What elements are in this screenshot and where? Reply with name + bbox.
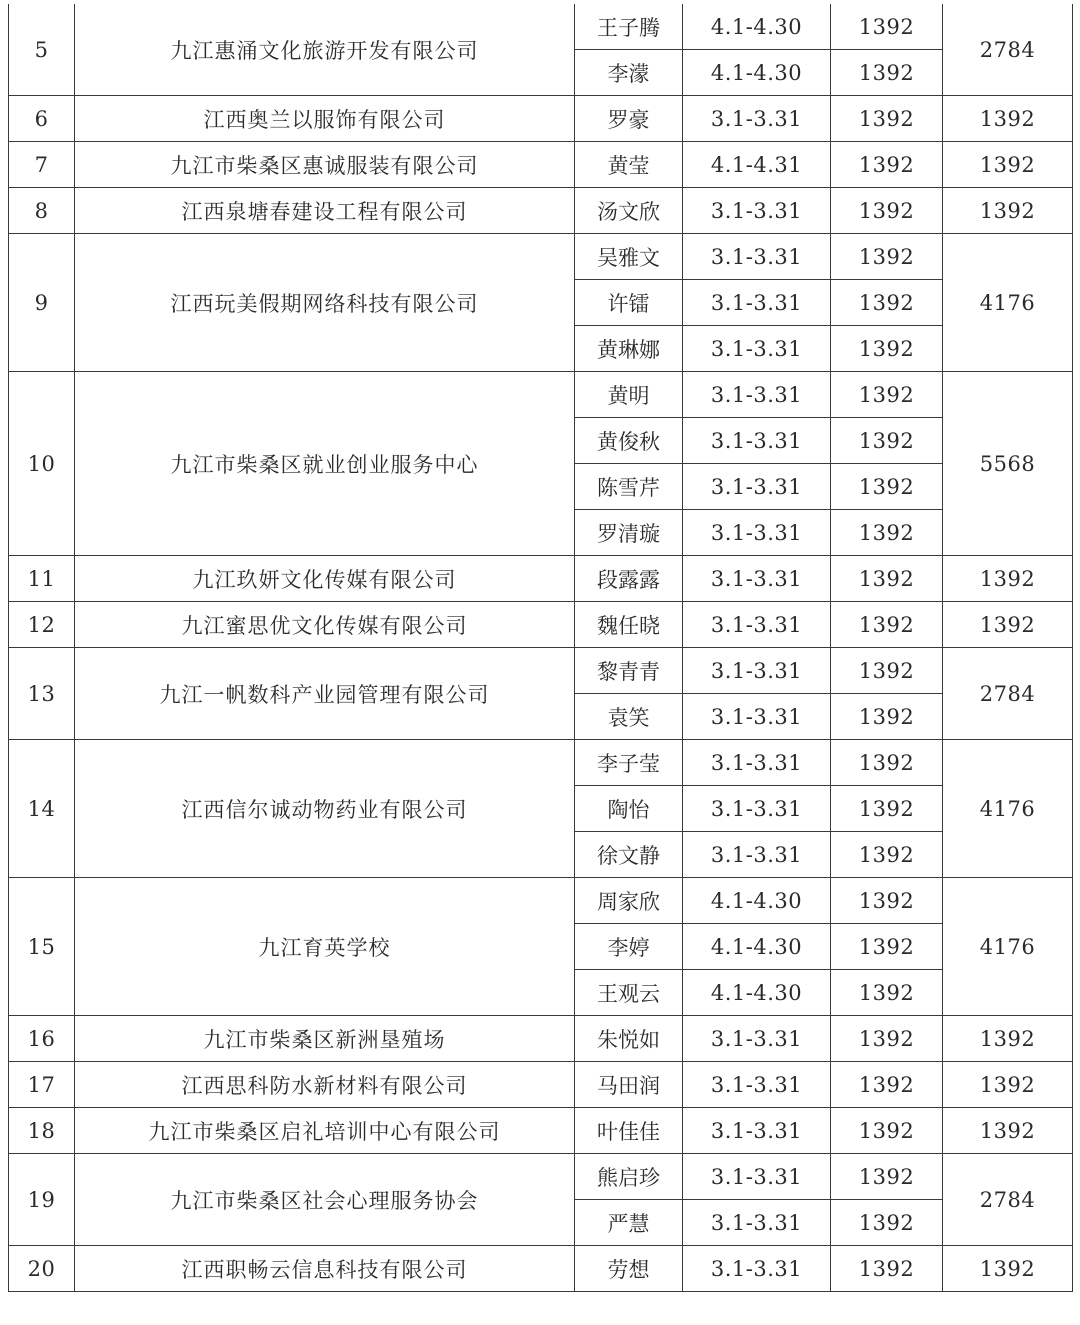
person-name-cell: 李婷 xyxy=(575,924,683,970)
person-name-cell: 严慧 xyxy=(575,1200,683,1246)
subsidy-amount-cell: 1392 xyxy=(831,1200,943,1246)
company-total-cell: 4176 xyxy=(943,740,1073,878)
subsidy-period-cell: 3.1-3.31 xyxy=(683,510,831,556)
row-number-cell: 20 xyxy=(9,1246,75,1292)
company-total-cell: 1392 xyxy=(943,1016,1073,1062)
table-row xyxy=(9,878,1073,924)
company-name-cell: 九江育英学校 xyxy=(75,878,575,1016)
subsidy-amount-cell: 1392 xyxy=(831,142,943,188)
company-name-cell: 九江市柴桑区新洲垦殖场 xyxy=(75,1016,575,1062)
table-row xyxy=(9,234,1073,280)
person-name-cell: 朱悦如 xyxy=(575,1016,683,1062)
subsidy-amount-cell: 1392 xyxy=(831,234,943,280)
subsidy-period-cell: 3.1-3.31 xyxy=(683,740,831,786)
row-number-cell: 12 xyxy=(9,602,75,648)
person-name-cell: 熊启珍 xyxy=(575,1154,683,1200)
subsidy-amount-cell: 1392 xyxy=(831,1062,943,1108)
subsidy-amount-cell: 1392 xyxy=(831,96,943,142)
row-number-cell: 16 xyxy=(9,1016,75,1062)
row-number-cell: 9 xyxy=(9,234,75,372)
subsidy-amount-cell: 1392 xyxy=(831,510,943,556)
subsidy-period-cell: 3.1-3.31 xyxy=(683,96,831,142)
subsidy-amount-cell: 1392 xyxy=(831,50,943,96)
person-name-cell: 徐文静 xyxy=(575,832,683,878)
company-total-cell: 1392 xyxy=(943,142,1073,188)
subsidy-amount-cell: 1392 xyxy=(831,372,943,418)
subsidy-amount-cell: 1392 xyxy=(831,464,943,510)
subsidy-period-cell: 3.1-3.31 xyxy=(683,464,831,510)
row-number-cell: 6 xyxy=(9,96,75,142)
subsidy-amount-cell: 1392 xyxy=(831,786,943,832)
company-total-cell: 4176 xyxy=(943,878,1073,1016)
company-name-cell: 江西思科防水新材料有限公司 xyxy=(75,1062,575,1108)
row-number-cell: 8 xyxy=(9,188,75,234)
person-name-cell: 吴雅文 xyxy=(575,234,683,280)
row-number-cell: 14 xyxy=(9,740,75,878)
company-name-cell: 九江市柴桑区社会心理服务协会 xyxy=(75,1154,575,1246)
subsidy-amount-cell: 1392 xyxy=(831,4,943,50)
company-total-cell: 1392 xyxy=(943,1062,1073,1108)
table-row xyxy=(9,188,1073,234)
person-name-cell: 袁笑 xyxy=(575,694,683,740)
table-row xyxy=(9,1108,1073,1154)
subsidy-amount-cell: 1392 xyxy=(831,602,943,648)
subsidy-amount-cell: 1392 xyxy=(831,1154,943,1200)
person-name-cell: 李濛 xyxy=(575,50,683,96)
person-name-cell: 王子腾 xyxy=(575,4,683,50)
person-name-cell: 周家欣 xyxy=(575,878,683,924)
subsidy-amount-cell: 1392 xyxy=(831,832,943,878)
subsidy-period-cell: 3.1-3.31 xyxy=(683,1246,831,1292)
person-name-cell: 许镭 xyxy=(575,280,683,326)
row-number-cell: 11 xyxy=(9,556,75,602)
table-row xyxy=(9,1016,1073,1062)
person-name-cell: 劳想 xyxy=(575,1246,683,1292)
subsidy-period-cell: 3.1-3.31 xyxy=(683,418,831,464)
company-name-cell: 九江一帆数科产业园管理有限公司 xyxy=(75,648,575,740)
subsidy-period-cell: 3.1-3.31 xyxy=(683,556,831,602)
company-name-cell: 九江玖妍文化传媒有限公司 xyxy=(75,556,575,602)
subsidy-amount-cell: 1392 xyxy=(831,878,943,924)
person-name-cell: 陶怡 xyxy=(575,786,683,832)
table-body xyxy=(9,4,1073,1292)
person-name-cell: 汤文欣 xyxy=(575,188,683,234)
company-name-cell: 九江惠涌文化旅游开发有限公司 xyxy=(75,4,575,96)
company-total-cell: 2784 xyxy=(943,4,1073,96)
subsidy-period-cell: 4.1-4.31 xyxy=(683,142,831,188)
row-number-cell: 13 xyxy=(9,648,75,740)
subsidy-period-cell: 3.1-3.31 xyxy=(683,648,831,694)
table-row xyxy=(9,648,1073,694)
subsidy-amount-cell: 1392 xyxy=(831,740,943,786)
subsidy-period-cell: 3.1-3.31 xyxy=(683,1200,831,1246)
person-name-cell: 段露露 xyxy=(575,556,683,602)
table-row xyxy=(9,1154,1073,1200)
table-row xyxy=(9,602,1073,648)
company-total-cell: 4176 xyxy=(943,234,1073,372)
table-row xyxy=(9,556,1073,602)
subsidy-amount-cell: 1392 xyxy=(831,280,943,326)
person-name-cell: 黄俊秋 xyxy=(575,418,683,464)
row-number-cell: 17 xyxy=(9,1062,75,1108)
company-total-cell: 1392 xyxy=(943,556,1073,602)
subsidy-period-cell: 3.1-3.31 xyxy=(683,188,831,234)
subsidy-period-cell: 3.1-3.31 xyxy=(683,1062,831,1108)
company-name-cell: 江西玩美假期网络科技有限公司 xyxy=(75,234,575,372)
subsidy-period-cell: 3.1-3.31 xyxy=(683,1108,831,1154)
subsidy-amount-cell: 1392 xyxy=(831,556,943,602)
row-number-cell: 18 xyxy=(9,1108,75,1154)
subsidy-period-cell: 3.1-3.31 xyxy=(683,832,831,878)
subsidy-period-cell: 4.1-4.30 xyxy=(683,4,831,50)
subsidy-period-cell: 3.1-3.31 xyxy=(683,280,831,326)
person-name-cell: 魏任晓 xyxy=(575,602,683,648)
company-name-cell: 九江市柴桑区就业创业服务中心 xyxy=(75,372,575,556)
subsidy-period-cell: 4.1-4.30 xyxy=(683,924,831,970)
row-number-cell: 7 xyxy=(9,142,75,188)
subsidy-amount-cell: 1392 xyxy=(831,1246,943,1292)
subsidy-amount-cell: 1392 xyxy=(831,1108,943,1154)
person-name-cell: 黄莹 xyxy=(575,142,683,188)
table-row xyxy=(9,740,1073,786)
subsidy-amount-cell: 1392 xyxy=(831,694,943,740)
company-name-cell: 江西奥兰以服饰有限公司 xyxy=(75,96,575,142)
subsidy-amount-cell: 1392 xyxy=(831,326,943,372)
table-row xyxy=(9,142,1073,188)
table-row xyxy=(9,1062,1073,1108)
subsidy-period-cell: 3.1-3.31 xyxy=(683,1154,831,1200)
person-name-cell: 李子莹 xyxy=(575,740,683,786)
company-total-cell: 2784 xyxy=(943,648,1073,740)
table-row xyxy=(9,372,1073,418)
company-name-cell: 九江市柴桑区惠诚服装有限公司 xyxy=(75,142,575,188)
subsidy-period-cell: 3.1-3.31 xyxy=(683,786,831,832)
subsidy-amount-cell: 1392 xyxy=(831,188,943,234)
subsidy-amount-cell: 1392 xyxy=(831,1016,943,1062)
subsidy-period-cell: 3.1-3.31 xyxy=(683,372,831,418)
row-number-cell: 10 xyxy=(9,372,75,556)
person-name-cell: 罗豪 xyxy=(575,96,683,142)
subsidy-period-cell: 4.1-4.30 xyxy=(683,878,831,924)
company-total-cell: 1392 xyxy=(943,602,1073,648)
company-total-cell: 5568 xyxy=(943,372,1073,556)
person-name-cell: 黄琳娜 xyxy=(575,326,683,372)
subsidy-period-cell: 4.1-4.30 xyxy=(683,970,831,1016)
company-total-cell: 1392 xyxy=(943,188,1073,234)
subsidy-amount-cell: 1392 xyxy=(831,648,943,694)
subsidy-amount-cell: 1392 xyxy=(831,924,943,970)
person-name-cell: 叶佳佳 xyxy=(575,1108,683,1154)
person-name-cell: 黄明 xyxy=(575,372,683,418)
company-total-cell: 1392 xyxy=(943,96,1073,142)
person-name-cell: 罗清璇 xyxy=(575,510,683,556)
table-row xyxy=(9,4,1073,50)
subsidy-period-cell: 3.1-3.31 xyxy=(683,602,831,648)
table-row xyxy=(9,1246,1073,1292)
company-total-cell: 1392 xyxy=(943,1108,1073,1154)
subsidy-period-cell: 4.1-4.30 xyxy=(683,50,831,96)
row-number-cell: 15 xyxy=(9,878,75,1016)
subsidy-amount-cell: 1392 xyxy=(831,970,943,1016)
subsidy-period-cell: 3.1-3.31 xyxy=(683,326,831,372)
subsidy-table xyxy=(8,4,1073,1292)
company-name-cell: 江西信尔诚动物药业有限公司 xyxy=(75,740,575,878)
table-row xyxy=(9,96,1073,142)
row-number-cell: 19 xyxy=(9,1154,75,1246)
company-name-cell: 九江蜜思优文化传媒有限公司 xyxy=(75,602,575,648)
person-name-cell: 王观云 xyxy=(575,970,683,1016)
person-name-cell: 陈雪芹 xyxy=(575,464,683,510)
person-name-cell: 马田润 xyxy=(575,1062,683,1108)
subsidy-amount-cell: 1392 xyxy=(831,418,943,464)
subsidy-period-cell: 3.1-3.31 xyxy=(683,694,831,740)
subsidy-period-cell: 3.1-3.31 xyxy=(683,234,831,280)
company-total-cell: 1392 xyxy=(943,1246,1073,1292)
person-name-cell: 黎青青 xyxy=(575,648,683,694)
company-name-cell: 江西泉塘春建设工程有限公司 xyxy=(75,188,575,234)
subsidy-period-cell: 3.1-3.31 xyxy=(683,1016,831,1062)
company-name-cell: 江西职畅云信息科技有限公司 xyxy=(75,1246,575,1292)
row-number-cell: 5 xyxy=(9,4,75,96)
company-total-cell: 2784 xyxy=(943,1154,1073,1246)
company-name-cell: 九江市柴桑区启礼培训中心有限公司 xyxy=(75,1108,575,1154)
